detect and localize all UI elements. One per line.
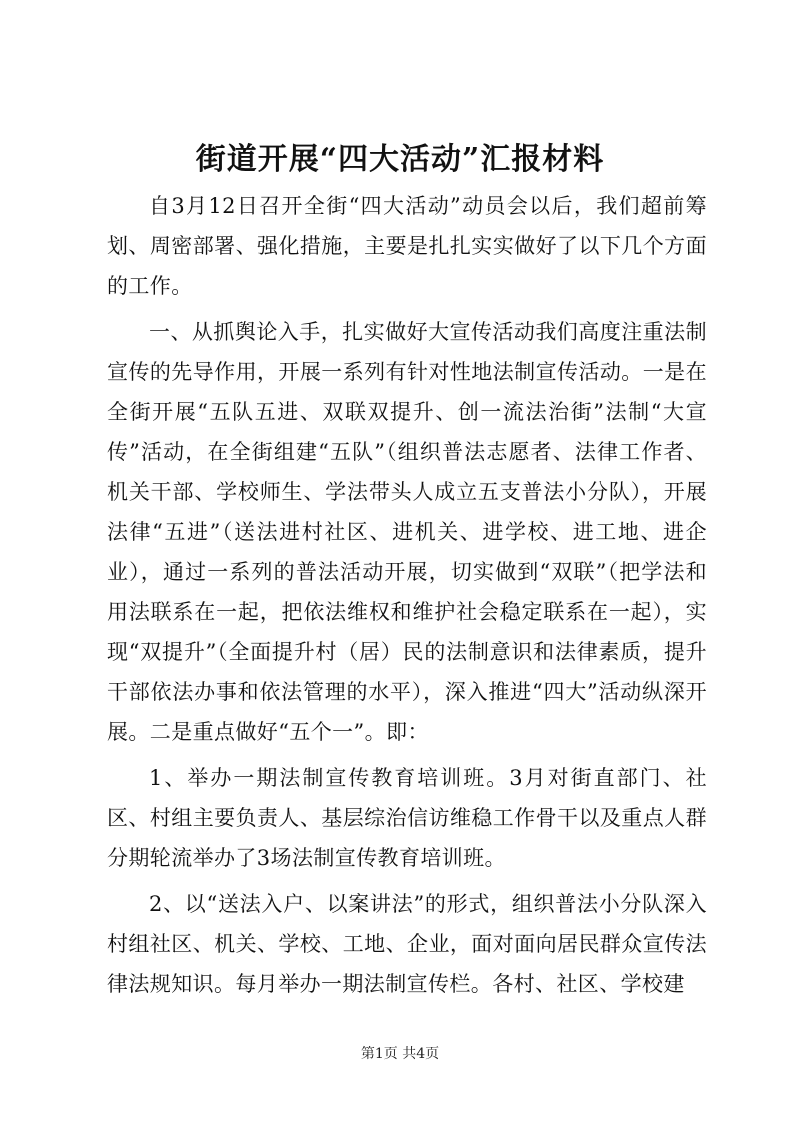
paragraph-intro: 自3月12日召开全街“四大活动”动员会以后，我们超前筹划、周密部署、强化措施，主要是扎扎实实做好了以下几个方面的工作。 <box>107 194 707 298</box>
document-title: 街道开展“四大活动”汇报材料 <box>195 142 605 177</box>
paragraph-item-two: 2、以“送法入户、以案讲法”的形式，组织普法小分队深入村组社区、机关、学校、工地、企业，面对面向居民群众宣传法律法规知识。每月举办一期法制宣传栏。各村、社区、学校建 <box>107 892 707 996</box>
paragraph-item-one: 1、举办一期法制宣传教育培训班。3月对街直部门、社区、村组主要负责人、基层综治信访维稳工作骨干以及重点人群分期轮流举办了3场法制宣传教育培训班。 <box>107 766 707 870</box>
page-number-footer: 第1页 共4页 <box>360 1046 440 1062</box>
document-body <box>107 186 707 1010</box>
paragraph-section-one: 一、从抓舆论入手，扎实做好大宣传活动我们高度注重法制宣传的先导作用，开展一系列有针对性地法制宣传活动。一是在全街开展“五队五进、双联双提升、创一流法治街”法制“大宣传”活动，在全街组建“五队”（组织普法志愿者、法律工作者、机关干部、学校师生、学法带头人成立五支普法小分队），开展法律“五进”（送法进村社区、进机关、进学校、进工地、进企业），通过一系列的普法活动开展，切实做到“双联”（把学法和用法联系在一起，把依法维权和维护社会稳定联系在一起），实现“双提升”（全面提升村（居）民的法制意识和法律素质，提升干部依法办事和依法管理的水平），深入推进“四大”活动纵深开展。二是重点做好“五个一”。即： <box>107 320 707 744</box>
